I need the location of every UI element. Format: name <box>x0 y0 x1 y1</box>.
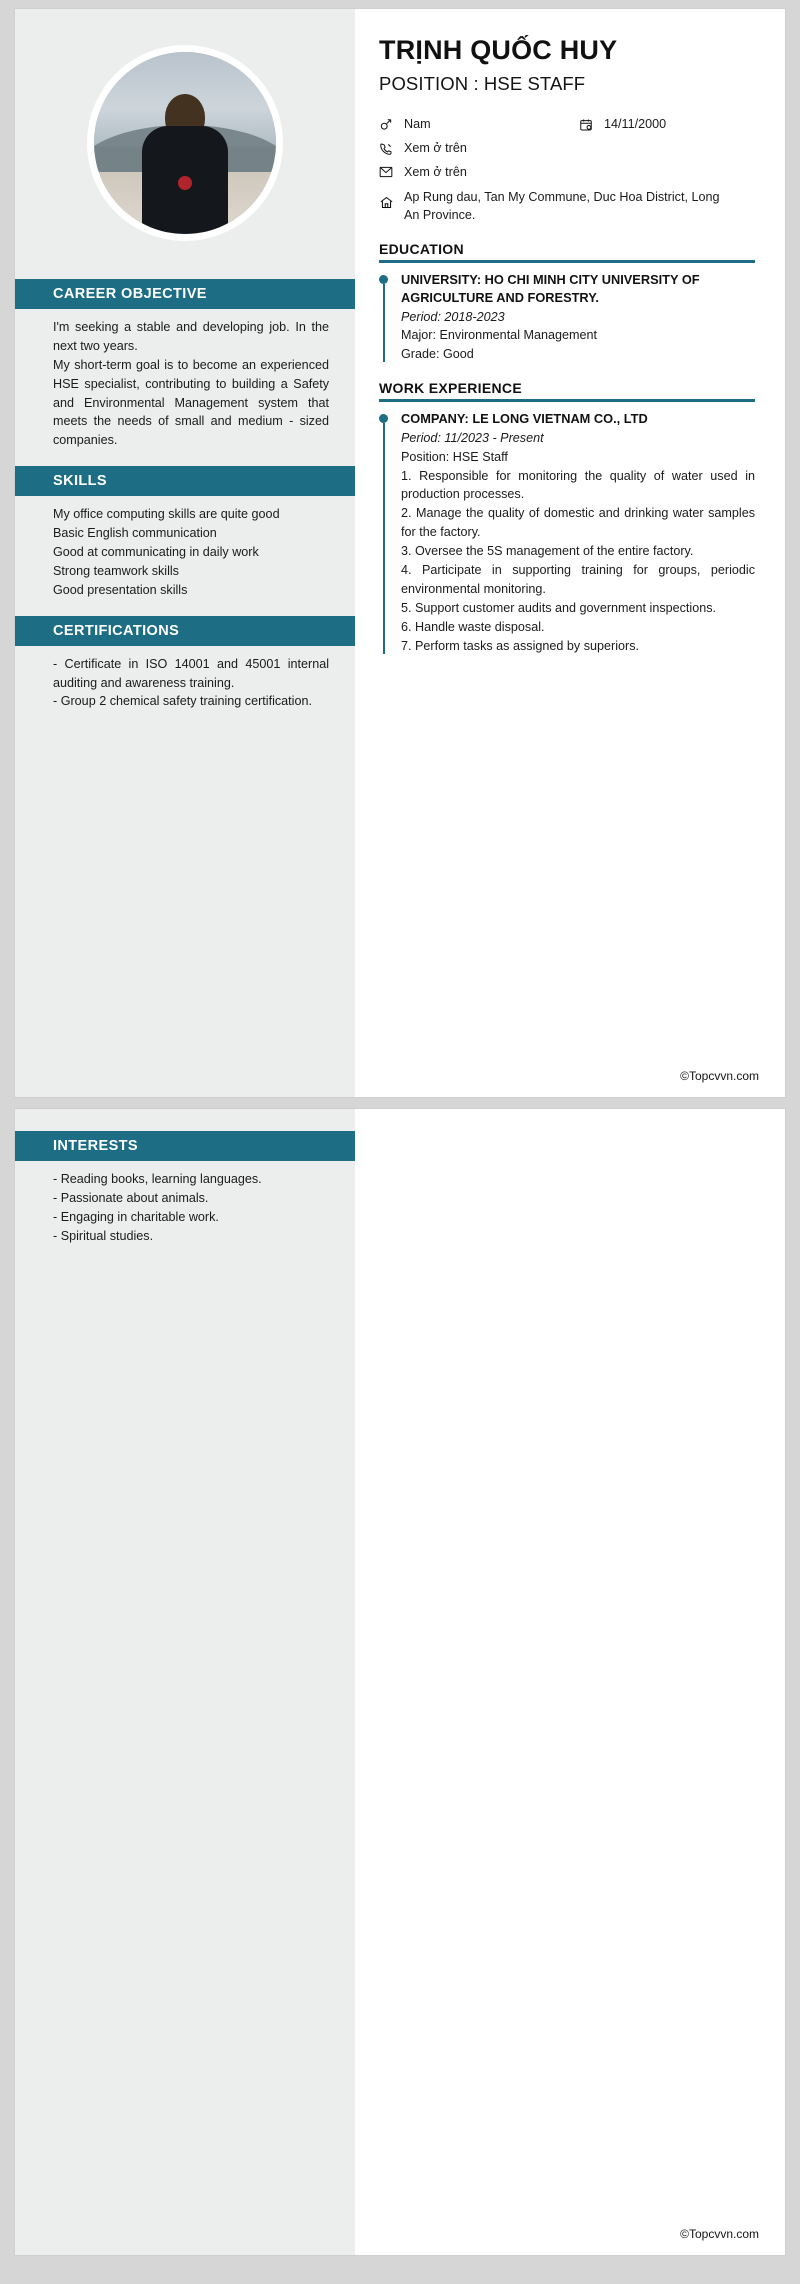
avatar <box>87 45 283 241</box>
contact-email[interactable] <box>379 165 579 179</box>
section-banner-certifications <box>14 616 355 646</box>
skill-item: Good at communicating in daily work <box>53 545 259 560</box>
certifications-title: CERTIFICATIONS <box>53 622 180 639</box>
certifications-body <box>15 646 355 716</box>
gender-value: Nam <box>404 117 431 131</box>
work-section <box>379 380 755 655</box>
phone-icon <box>379 142 398 156</box>
work-duty: 2. Manage the quality of domestic and drinking water samples for the factory. <box>401 506 755 540</box>
timeline-bar <box>383 423 386 653</box>
skill-item: Strong teamwork skills <box>53 563 179 578</box>
footer-credit: ©Topcvvn.com <box>680 2227 759 2241</box>
education-section <box>379 241 755 365</box>
education-period: Period: 2018-2023 <box>401 309 505 324</box>
skills-title: SKILLS <box>53 473 107 490</box>
career-objective-line: My short-term goal is to become an experienced HSE specialist, contributing to building a Safety and Environmental Management system that meets the needs of small and medium - sized companies. <box>53 357 329 448</box>
address-value: Ap Rung dau, Tan My Commune, Duc Hoa District, Long An Province. <box>404 190 720 223</box>
skill-item: Good presentation skills <box>53 582 188 597</box>
section-banner-interests <box>14 1131 355 1161</box>
interest-item: - Passionate about animals. <box>53 1190 209 1205</box>
contact-block <box>379 117 755 225</box>
section-banner-career-objective <box>14 279 355 309</box>
section-banner-skills <box>14 466 355 496</box>
gender-icon <box>379 118 398 132</box>
envelope-icon <box>379 166 398 178</box>
job-position: POSITION : HSE STAFF <box>379 73 586 94</box>
footer-credit: ©Topcvvn.com <box>680 1069 759 1083</box>
bullet-icon <box>379 414 388 423</box>
certification-item: - Certificate in ISO 14001 and 45001 internal auditing and awareness training. <box>53 656 329 690</box>
work-duty: 3. Oversee the 5S management of the entire factory. <box>401 544 694 559</box>
timeline-bar <box>383 284 386 363</box>
certification-item: - Group 2 chemical safety training certification. <box>53 694 312 709</box>
interests-title: INTERESTS <box>53 1138 138 1154</box>
bullet-icon <box>379 275 388 284</box>
home-icon <box>379 195 398 210</box>
cv-page-1 <box>14 8 786 1098</box>
photo-area <box>15 9 355 279</box>
cv-page-2 <box>14 1108 786 2256</box>
education-major: Major: Environmental Management <box>401 328 597 343</box>
skills-body <box>15 496 355 603</box>
contact-birthday <box>579 117 666 132</box>
contact-row <box>379 188 755 225</box>
skill-item: My office computing skills are quite good <box>53 507 280 522</box>
contact-row <box>379 141 755 156</box>
work-title: WORK EXPERIENCE <box>379 380 522 397</box>
calendar-icon <box>579 118 598 132</box>
interest-item: - Engaging in charitable work. <box>53 1209 219 1224</box>
work-duty: 7. Perform tasks as assigned by superiors. <box>401 638 639 653</box>
sidebar-page-1 <box>15 9 355 1097</box>
birthday-value: 14/11/2000 <box>604 117 667 131</box>
education-entry <box>379 271 755 365</box>
work-position: Position: HSE Staff <box>401 449 508 464</box>
interest-item: - Reading books, learning languages. <box>53 1172 262 1186</box>
photo-shirt-logo <box>178 176 192 190</box>
career-objective-title: CAREER OBJECTIVE <box>53 286 207 302</box>
work-entry <box>379 410 755 655</box>
sidebar-page-2 <box>15 1109 355 2255</box>
education-rule <box>379 260 755 263</box>
contact-address <box>379 188 734 225</box>
career-objective-line: I'm seeking a stable and developing job. In the next two years. <box>53 320 329 353</box>
work-duty: 5. Support customer audits and government inspections. <box>401 600 717 615</box>
email-value: Xem ở trên <box>404 165 467 179</box>
work-duty: 1. Responsible for monitoring the quality of water used in production processes. <box>401 468 755 502</box>
work-company: COMPANY: LE LONG VIETNAM CO., LTD <box>401 411 648 427</box>
education-title: EDUCATION <box>379 240 464 257</box>
education-grade: Grade: Good <box>401 347 474 362</box>
skill-item: Basic English communication <box>53 526 217 541</box>
main-column-page-2 <box>355 1109 785 2255</box>
work-period: Period: 11/2023 - Present <box>401 430 544 445</box>
work-duty: 6. Handle waste disposal. <box>401 619 545 634</box>
education-school: UNIVERSITY: HO CHI MINH CITY UNIVERSITY OF AGRICULTURE AND FORESTRY. <box>401 271 700 306</box>
work-rule <box>379 399 755 402</box>
phone-value: Xem ở trên <box>404 141 467 155</box>
page-title: TRỊNH QUỐC HUY <box>379 35 618 65</box>
career-objective-body <box>15 309 355 454</box>
interest-item: - Spiritual studies. <box>53 1228 154 1243</box>
contact-gender <box>379 117 579 132</box>
contact-row <box>379 117 755 132</box>
work-duty: 4. Participate in supporting training for groups, periodic environmental monitoring. <box>401 563 755 596</box>
contact-row <box>379 165 755 179</box>
main-column-page-1 <box>355 9 785 1097</box>
contact-phone[interactable] <box>379 141 579 156</box>
interests-body <box>15 1161 355 1250</box>
